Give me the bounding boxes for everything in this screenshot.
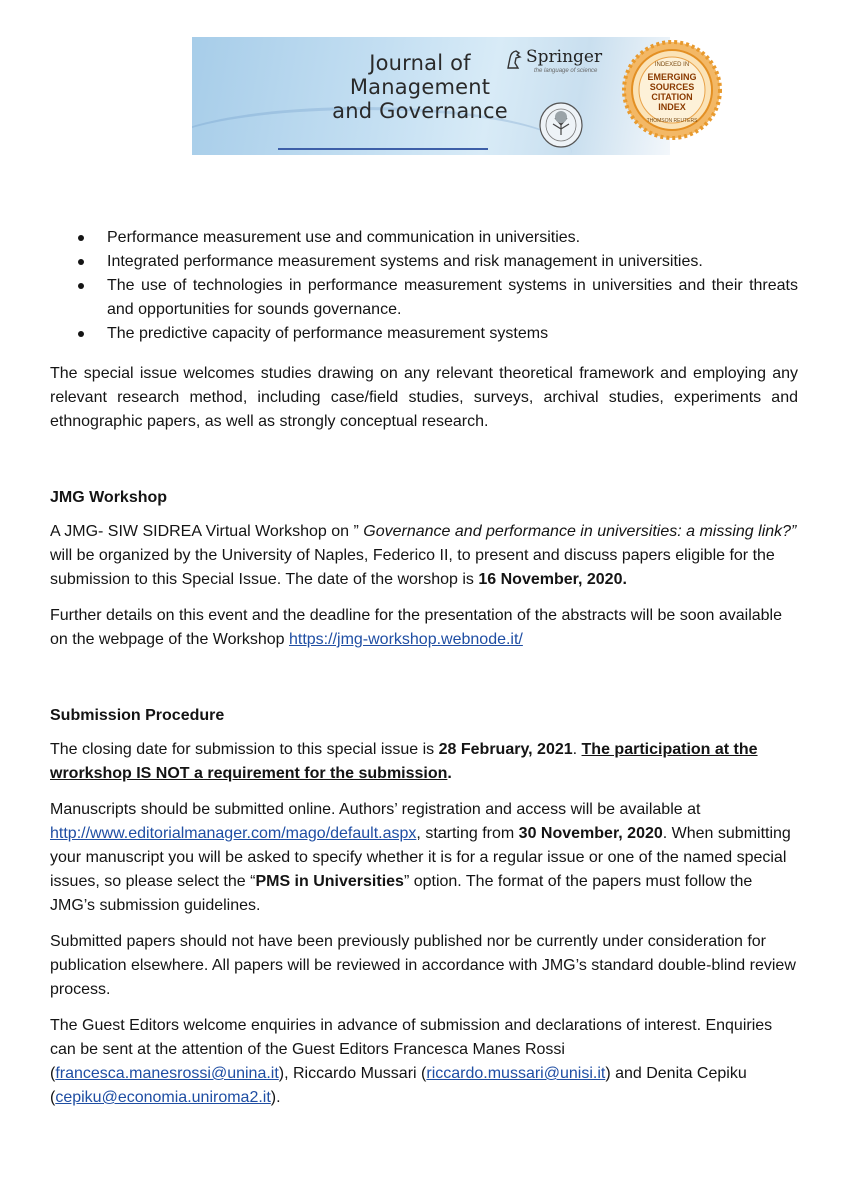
topic-text: Integrated performance measurement systems and risk management in universities.	[107, 253, 703, 270]
workshop-text: will be organized by the University of Naples, Federico II, to present and discuss papers eligible for the submission to this Special Issue. The date of the worshop is	[50, 547, 775, 588]
topic-text: The predictive capacity of performance measurement systems	[107, 325, 549, 342]
intro-paragraph: The special issue welcomes studies drawing on any relevant theoretical framework and employing any relevant research method, including case/field studies, surveys, archival studies, experiments and ethnographic papers, as well as strongly conceptual research.	[50, 365, 798, 430]
workshop-date: 16 November, 2020.	[478, 571, 627, 588]
email-link-manes-rossi[interactable]: francesca.manesrossi@unina.it	[55, 1065, 279, 1082]
separator-text: .	[572, 741, 582, 758]
enquiries-text: ) and Denita Cepiku (	[50, 1065, 747, 1106]
badge-citation-text: CITATION	[651, 92, 693, 102]
title-underline	[278, 148, 488, 150]
badge-index-text: INDEX	[658, 102, 686, 112]
bullet-icon	[78, 235, 84, 241]
workshop-title: Governance and performance in universities: a missing link?”	[363, 523, 797, 540]
journal-banner	[192, 37, 670, 155]
enquiries-text: ).	[270, 1089, 281, 1106]
badge-reuters-text: THOMSON REUTERS	[646, 118, 698, 124]
bullet-icon	[78, 331, 84, 337]
esci-index-badge	[621, 40, 723, 140]
workshop-webpage-link[interactable]: https://jmg-workshop.webnode.it/	[288, 631, 523, 648]
review-paragraph: Submitted papers should not have been previously published nor be currently under consideration for publication elsewhere. All papers will be reviewed in accordance with JMG’s standard double-blind review process.	[50, 933, 796, 998]
springer-horse-icon	[504, 48, 524, 70]
badge-indexed-text: INDEXED IN	[654, 62, 690, 68]
springer-logo	[504, 46, 624, 76]
opening-date: 30 November, 2020	[518, 825, 663, 842]
manuscripts-text: . When submitting your manuscript you will be asked to specify whether it is for a regular issue or one of the named special issues, so please select the “	[50, 825, 791, 890]
submission-heading: Submission Procedure	[50, 707, 225, 724]
workshop-details-paragraph	[50, 604, 798, 652]
journal-title-line: Journal of	[369, 51, 471, 75]
badge-emerging-text: EMERGING	[647, 72, 697, 82]
manuscripts-text: ” option. The format of the papers must follow the JMG’s submission guidelines.	[50, 873, 753, 914]
list-item	[50, 274, 798, 322]
document-body	[50, 226, 798, 1110]
enquiries-text: The Guest Editors welcome enquiries in advance of submission and declarations of interest. Enquiries can be sent at the attention of the Guest Editors Francesca Manes Rossi (	[50, 1017, 773, 1082]
list-item	[50, 226, 798, 250]
special-issue-option: PMS in Universities	[255, 873, 404, 890]
manuscripts-text: , starting from	[416, 825, 519, 842]
enquiries-text: ), Riccardo Mussari (	[278, 1065, 427, 1082]
publisher-tagline: the language of science	[534, 68, 598, 74]
bullet-icon	[78, 259, 84, 265]
closing-date: 28 February, 2021	[438, 741, 573, 758]
manuscripts-text: Manuscripts should be submitted online. Authors’ registration and access will be available at	[50, 801, 701, 818]
topic-text: Performance measurement use and communication in universities.	[107, 229, 581, 246]
publisher-name: Springer	[526, 47, 603, 67]
separator-text: .	[447, 765, 452, 782]
workshop-text: A JMG- SIW SIDREA Virtual Workshop on ”	[50, 523, 364, 540]
list-item	[50, 250, 798, 274]
manuscripts-paragraph	[50, 798, 798, 918]
workshop-paragraph	[50, 520, 798, 592]
badge-sources-text: SOURCES	[649, 82, 695, 92]
university-seal-icon	[538, 101, 584, 149]
editorial-manager-link[interactable]: http://www.editorialmanager.com/mago/default.aspx	[50, 825, 417, 842]
topics-list	[50, 226, 798, 346]
closing-date-text: The closing date for submission to this special issue is	[50, 741, 439, 758]
email-link-mussari[interactable]: riccardo.mussari@unisi.it	[426, 1065, 606, 1082]
enquiries-paragraph	[50, 1014, 798, 1110]
journal-title-line: and Governance	[332, 99, 508, 123]
topic-text: The use of technologies in performance measurement systems in universities and their threats and opportunities for sounds governance.	[107, 277, 798, 318]
email-link-cepiku[interactable]: cepiku@economia.uniroma2.it	[55, 1089, 271, 1106]
participation-note: The participation at the wrorkshop IS NOT a requirement for the submission	[50, 741, 758, 782]
bullet-icon	[78, 283, 84, 289]
list-item	[50, 322, 798, 346]
workshop-details-text: Further details on this event and the deadline for the presentation of the abstracts will be soon available on the webpage of the Workshop	[50, 607, 783, 648]
journal-title-line: Management	[349, 75, 491, 99]
workshop-heading: JMG Workshop	[50, 489, 168, 506]
closing-date-paragraph	[50, 738, 798, 786]
